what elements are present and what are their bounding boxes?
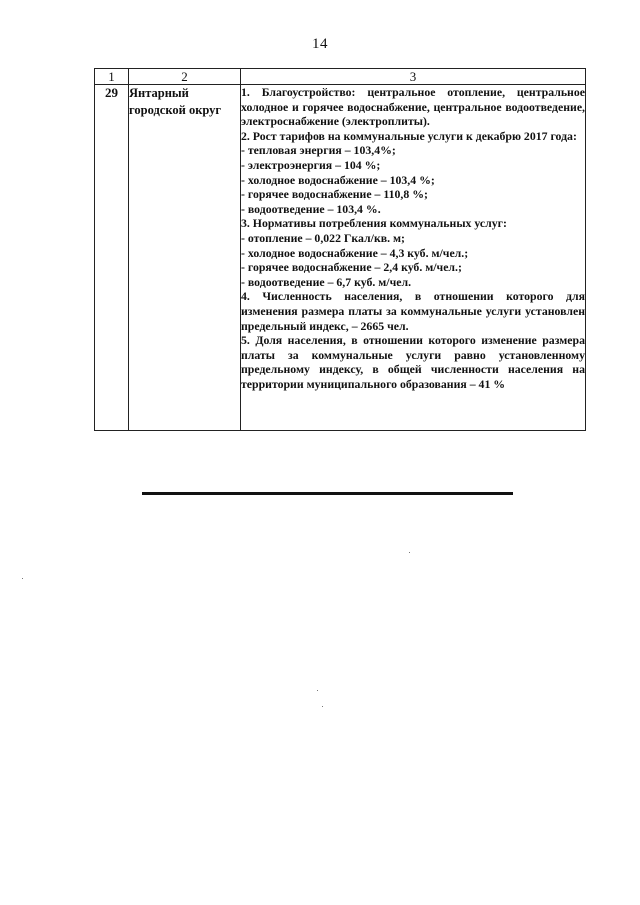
- item-norms-heading: 3. Нормативы потребления коммунальных услуг:: [241, 216, 507, 231]
- table-header-row: [95, 69, 586, 85]
- item-sewerage-norm: - водоотведение – 6,7 куб. м/чел.: [241, 274, 412, 289]
- item-hot-water: - горячее водоснабжение – 110,8 %;: [241, 187, 428, 202]
- item-cold-water-norm: - холодное водоснабжение – 4,3 куб. м/чел.;: [241, 245, 469, 260]
- municipality-name: Янтарный городской округ: [129, 85, 241, 431]
- item-heat-energy: - тепловая энергия – 103,4%;: [241, 143, 396, 158]
- item-hot-water-norm: - горячее водоснабжение – 2,4 куб. м/чел.;: [241, 260, 462, 275]
- item-population-count: 4. Численность населения, в отношении которого для изменения размера платы за коммунальные услуги установлен предельный индекс, – 2665 чел.: [241, 289, 585, 333]
- column-header-2: 2: [129, 69, 241, 85]
- column-header-3: 3: [241, 69, 586, 85]
- row-number: 29: [95, 85, 129, 431]
- item-electricity: - электроэнергия – 104 %;: [241, 157, 381, 172]
- column-header-1: 1: [95, 69, 129, 85]
- item-tariff-growth-heading: 2. Рост тарифов на коммунальные услуги к декабрю 2017 года:: [241, 128, 577, 143]
- item-population-share: 5. Доля населения, в отношении которого изменение размера платы за коммунальные услуги равно установленному предельному индексу, в общей численности населения на территории муниципального образования – 41 %: [241, 333, 585, 391]
- item-cold-water: - холодное водоснабжение – 103,4 %;: [241, 172, 435, 187]
- data-table: [94, 68, 586, 431]
- item-heating-norm: - отопление – 0,022 Гкал/кв. м;: [241, 230, 405, 245]
- scan-speck: [317, 690, 318, 691]
- item-sewerage: - водоотведение – 103,4 %.: [241, 201, 381, 216]
- page-number: 14: [312, 36, 328, 52]
- indicator-list: [241, 85, 586, 431]
- end-of-document-rule: [142, 492, 513, 495]
- scan-speck: [322, 706, 323, 707]
- table-row: [95, 85, 586, 431]
- scan-speck: [22, 578, 23, 579]
- scan-speck: [409, 552, 410, 553]
- item-improvements: 1. Благоустройство: центральное отопление, центральное холодное и горячее водоснабжение, центральное водоотведение, электроснабжение (электроплиты).: [241, 85, 585, 129]
